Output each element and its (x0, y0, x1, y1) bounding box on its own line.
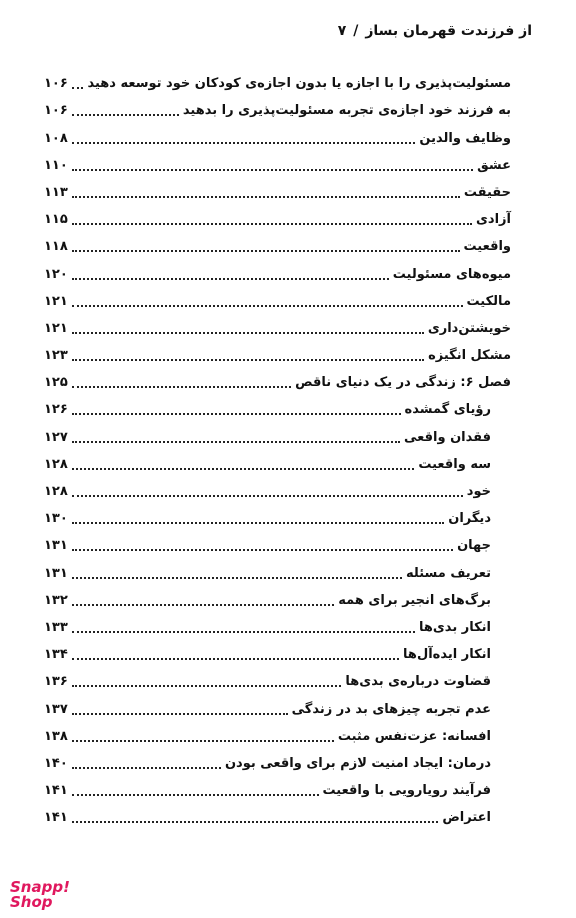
dot-leader (72, 631, 415, 633)
toc-entry (44, 340, 511, 367)
snapp-shop-logo (10, 880, 70, 910)
toc-entry-title: جهان (457, 538, 491, 554)
toc-entry-page: ۱۱۰ (44, 157, 68, 173)
toc-entry-title: فقدان واقعی (404, 429, 491, 445)
dot-leader (72, 250, 460, 252)
toc-entry-title: انکار ایده‌آل‌ها (403, 647, 491, 663)
toc-entry-page: ۱۲۸ (44, 456, 68, 472)
dot-leader (72, 223, 472, 225)
table-of-contents (44, 68, 511, 829)
dot-leader (72, 441, 400, 443)
toc-entry (44, 585, 511, 612)
toc-entry-page: ۱۲۸ (44, 484, 68, 499)
toc-entry (44, 231, 511, 258)
toc-entry-page: ۱۰۶ (44, 103, 68, 119)
toc-entry (44, 748, 511, 775)
toc-entry-page: ۱۲۱ (44, 293, 68, 309)
toc-entry-title: برگ‌های انجیر برای همه (338, 592, 491, 608)
toc-entry-title: واقعیت (463, 239, 511, 255)
dot-leader (72, 359, 424, 361)
toc-entry (44, 476, 511, 503)
toc-entry-title: مالکیت (466, 293, 511, 309)
page-header (30, 16, 532, 46)
dot-leader (72, 604, 334, 606)
toc-entry (44, 313, 511, 340)
toc-entry (44, 503, 511, 530)
toc-entry-title: فرآیند رویارویی با واقعیت (322, 783, 491, 799)
toc-entry-page: ۱۳۸ (44, 728, 68, 744)
toc-entry-title: وظایف والدین (419, 130, 511, 146)
dot-leader (72, 278, 389, 280)
dot-leader (72, 413, 401, 415)
toc-entry-title: به فرزند خود اجازه‌ی تجربه مسئولیت‌پذیری را بدهید (182, 103, 511, 119)
toc-entry-page: ۱۴۱ (44, 783, 68, 799)
toc-entry-title: عدم تجربه چیزهای بد در زندگی (291, 701, 491, 717)
toc-entry-page: ۱۱۸ (44, 239, 68, 255)
toc-entry-title: خود (466, 484, 491, 499)
toc-entry (44, 367, 511, 394)
toc-entry-page: ۱۱۵ (44, 212, 68, 228)
toc-entry (44, 693, 511, 720)
toc-entry-page: ۱۴۱ (44, 810, 68, 826)
toc-entry (44, 286, 511, 313)
dot-leader (72, 577, 402, 579)
toc-entry-page: ۱۳۷ (44, 701, 68, 717)
toc-entry-page: ۱۳۱ (44, 538, 68, 554)
toc-entry-page: ۱۳۴ (44, 647, 68, 663)
dot-leader (72, 713, 288, 715)
toc-entry-title: فصل ۶: زندگی در یک دنیای ناقص (295, 375, 511, 391)
toc-entry-page: ۱۱۳ (44, 184, 68, 200)
toc-entry-page: ۱۲۷ (44, 429, 68, 445)
page-number: ۷ (337, 23, 347, 39)
toc-entry (44, 95, 511, 122)
toc-entry (44, 258, 511, 285)
toc-entry-title: عشق (477, 157, 511, 173)
toc-entry (44, 68, 511, 95)
toc-entry-title: آزادی (476, 212, 511, 228)
toc-entry-page: ۱۰۶ (44, 76, 68, 92)
toc-entry (44, 557, 511, 584)
toc-entry-page: ۱۲۶ (44, 402, 68, 418)
book-title: از فرزندت قهرمان بساز (365, 23, 532, 39)
dot-leader (72, 821, 439, 823)
toc-entry-title: تعریف مسئله (406, 565, 491, 581)
toc-entry-title: انکار بدی‌ها (419, 619, 491, 635)
dot-leader (72, 658, 399, 660)
toc-entry-title: قضاوت درباره‌ی بدی‌ها (345, 674, 491, 690)
toc-entry-page: ۱۳۳ (44, 619, 68, 635)
dot-leader (72, 305, 463, 307)
logo-line-2: Shop (10, 893, 53, 911)
dot-leader (72, 386, 291, 388)
toc-entry-page: ۱۲۰ (44, 266, 68, 282)
toc-entry-title: افسانه: عزت‌نفس مثبت (337, 728, 491, 744)
dot-leader (72, 196, 460, 198)
toc-entry (44, 204, 511, 231)
toc-entry-page: ۱۲۵ (44, 375, 68, 391)
dot-leader (72, 767, 221, 769)
toc-entry (44, 394, 511, 421)
toc-entry-page: ۱۳۱ (44, 565, 68, 581)
toc-entry-title: دیگران (448, 511, 491, 527)
toc-entry-title: خویشتن‌داری (427, 320, 511, 336)
dot-leader (72, 87, 84, 89)
toc-entry-page: ۱۴۰ (44, 755, 68, 771)
toc-entry-title: مشکل انگیزه (428, 348, 511, 364)
toc-entry (44, 150, 511, 177)
toc-entry (44, 639, 511, 666)
dot-leader (72, 332, 424, 334)
toc-entry-page: ۱۰۸ (44, 130, 68, 146)
toc-entry (44, 775, 511, 802)
dot-leader (72, 495, 463, 497)
toc-entry-title: درمان: ایجاد امنیت لازم برای واقعی بودن (224, 755, 491, 771)
dot-leader (72, 794, 319, 796)
header-separator: / (353, 23, 359, 39)
toc-entry (44, 530, 511, 557)
toc-entry (44, 449, 511, 476)
dot-leader (72, 114, 179, 116)
dot-leader (72, 522, 444, 524)
dot-leader (72, 169, 473, 171)
toc-entry (44, 421, 511, 448)
toc-entry-page: ۱۳۲ (44, 592, 68, 608)
toc-entry (44, 122, 511, 149)
dot-leader (72, 740, 334, 742)
dot-leader (72, 468, 415, 470)
toc-entry (44, 177, 511, 204)
logo-line-1: Snapp! (10, 878, 70, 896)
toc-entry (44, 721, 511, 748)
toc-entry-title: رؤیای گمشده (404, 402, 491, 418)
toc-entry-title: اعتراض (442, 810, 491, 826)
toc-entry-page: ۱۲۱ (44, 320, 68, 336)
toc-entry (44, 612, 511, 639)
toc-entry-page: ۱۲۳ (44, 348, 68, 364)
toc-entry-title: مسئولیت‌پذیری را با اجازه یا بدون اجازه‌ی کودکان خود توسعه دهید (87, 76, 511, 92)
toc-entry-page: ۱۳۶ (44, 674, 68, 690)
toc-entry-title: سه واقعیت (418, 456, 491, 472)
toc-entry (44, 666, 511, 693)
dot-leader (72, 549, 453, 551)
toc-entry-page: ۱۳۰ (44, 511, 68, 527)
dot-leader (72, 142, 416, 144)
toc-entry-title: حقیقت (463, 184, 511, 200)
toc-entry-title: میوه‌های مسئولیت (392, 266, 511, 282)
dot-leader (72, 685, 342, 687)
toc-entry (44, 802, 511, 829)
